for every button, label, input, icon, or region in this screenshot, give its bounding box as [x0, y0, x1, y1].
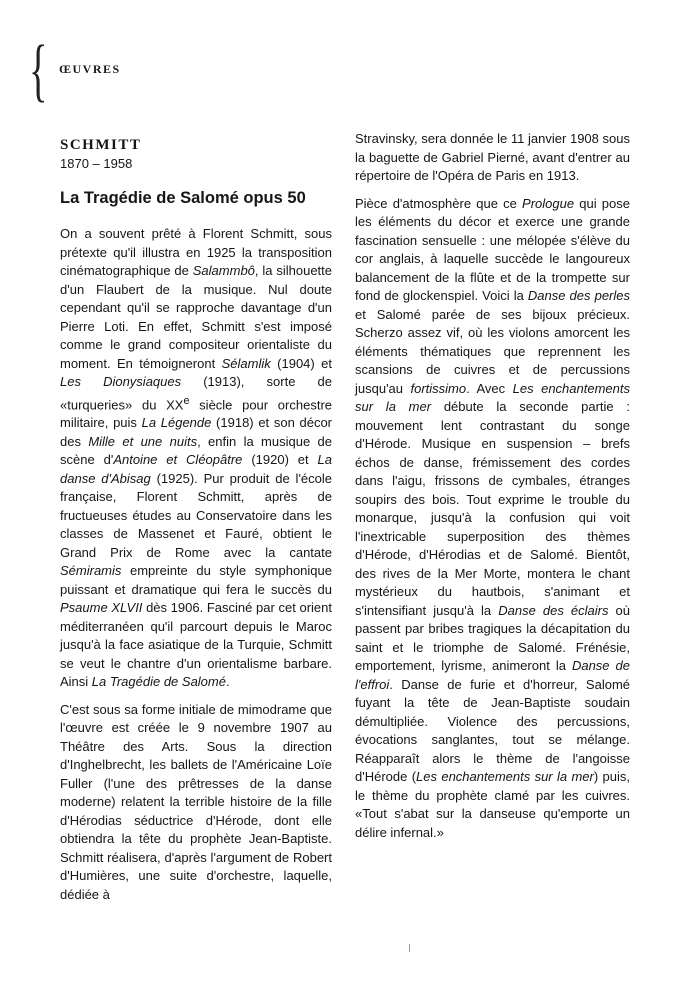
work-ref-selamlik: Sélamlik: [221, 355, 271, 371]
work-ref-semiramis: Sémiramis: [60, 563, 122, 579]
movement-enchantements-ref: Les enchantements sur la mer: [416, 769, 594, 784]
movement-danse-perles: Danse des perles: [527, 288, 630, 303]
work-ref-antoine: Antoine et Cléopâtre: [113, 452, 243, 468]
movement-prologue: Prologue: [522, 195, 575, 211]
work-ref-salammbo: Salammbô: [192, 263, 255, 278]
paragraph-premiere: Stravinsky, sera donnée le 11 janvier 1908 sous la baguette de Gabriel Pierné, avant d'entrer au répertoire de l'Opéra de Paris en 1913.: [355, 131, 630, 183]
left-column: [60, 130, 332, 904]
section-brace: {: [29, 32, 48, 109]
paragraph-creation: C'est sous sa forme initiale de mimodrame que l'œuvre est créée le 9 novembre 1907 au Théâtre des Arts. Sous la direction d'Inghelbrecht, les ballets de l'Américaine Loïe Fuller (l'une des prêtresses de la danse moderne) relatent la terrible histoire de la fille d'Hérodias séductrice d'Hérode, dont elle obtiendra la tête du prophète Jean-Baptiste. Schmitt réalisera, d'après l'argument de Robert d'Humières, une suite d'orchestre, laquelle, dédiée à: [60, 701, 332, 902]
right-column: [355, 130, 630, 842]
composer-dates: 1870 – 1958: [60, 156, 133, 171]
work-ref-abisag: La danse d'Abisag: [60, 452, 333, 486]
work-ref-mille-nuits: Mille et une nuits: [88, 433, 198, 449]
work-ref-psaume: Psaume XLVII: [60, 600, 143, 616]
movement-danse-eclairs: Danse des éclairs: [498, 602, 609, 618]
composer-name: SCHMITT: [60, 137, 142, 153]
dynamic-fortissimo: fortissimo: [410, 380, 467, 396]
work-ref-legende: La Légende: [141, 415, 212, 431]
paragraph-intro: On a souvent prêté à Florent Schmitt, sous prétexte qu'il illustra en 1925 la transposition cinématographique de Salammbô, la silhouette d'un Flaubert de la musique. Nul doute cependant qu'il se rapproche davantage d'un Pierre Loti. En effet, Schmitt s'est imposé comme le grand compositeur orientaliste du moment. En témoigneront Sélamlik (1904) et Les Dionysiaques (1913), sorte de «turqueries» du XXe siècle pour orchestre militaire, puis La Légende (1918) et son décor des Mille et une nuits, enfin la musique de scène d'Antoine et Cléopâtre (1920) et La danse d'Abisag (1925). Pur produit de l'école française, Florent Schmitt, après de fructueuses études au Conservatoire dans les classes de Massenet et Fauré, obtient le Grand Prix de Rome avec la cantate Sémiramis empreinte du style symphonique puissant et dramatique qui fera le succès du Psaume XLVII dès 1906. Fasciné par cet orient méditerranéen qu'il parcourt depuis le Maroc jusqu'à la face asiatique de la Turquie, Schmitt se veut le chantre d'un orientalisme barbare. Ainsi La Tragédie de Salomé.: [60, 226, 333, 690]
paragraph-analysis: Pièce d'atmosphère que ce Prologue qui pose les éléments du décor et exerce une grande fascination sensuelle : une mélopée s'élève du cor anglais, à laquelle succède le langoureux balancement de la flûte et de la trompette sur fond de glockenspiel. Voici la Danse des perles et Salomé parée de ses bijoux précieux. Scherzo assez vif, où les violons amorcent les éléments thématiques que reprennent les scansions de cuivres et de percussions jusqu'au fortissimo. Avec Les enchantements sur la mer débute la seconde partie : mouvement lent contrastant du songe d'Hérode. Musique en suspension – brefs échos de danse, frémissement des cordes dans l'aigu, frissons de cymbales, étranges soupirs des bois. Tout exprime le trouble du monarque, jusqu'à la confusion qui voit l'inextricable superposition des thèmes d'Hérode, d'Hérodias et de Salomé. Bientôt, des rives de la Mer Morte, montera le chant mystérieux du hautbois, s'animant et s'intensifiant jusqu'à la Danse des éclairs où passent par bribes tragiques la décapitation du saint et le triomphe de Salomé. Frénésie, emportement, lyrisme, animeront la Danse de l'effroi. Danse de furie et d'horreur, Salomé fuyant la tête de Jean-Baptiste soudain démultipliée. Violence des percussions, évocations sanglantes, tout se mélange. Réapparaît alors le thème de l'angoisse d'Hérode (Les enchantements sur la mer) puis, le thème du prophète clamé par les cuivres. «Tout s'abat sur la danseuse qu'emporte un délire infernal.»: [355, 195, 631, 840]
section-label: ŒUVRES: [59, 62, 121, 76]
work-ref-tragedie: La Tragédie de Salomé: [91, 674, 226, 690]
movement-enchantements: Les enchantements sur la mer: [355, 380, 630, 414]
fold-mark: [409, 944, 410, 952]
movement-danse-effroi: Danse de l'effroi: [355, 658, 630, 692]
work-title: La Tragédie de Salomé opus 50: [60, 189, 306, 207]
work-ref-dionysiaques: Les Dionysiaques: [60, 374, 182, 389]
